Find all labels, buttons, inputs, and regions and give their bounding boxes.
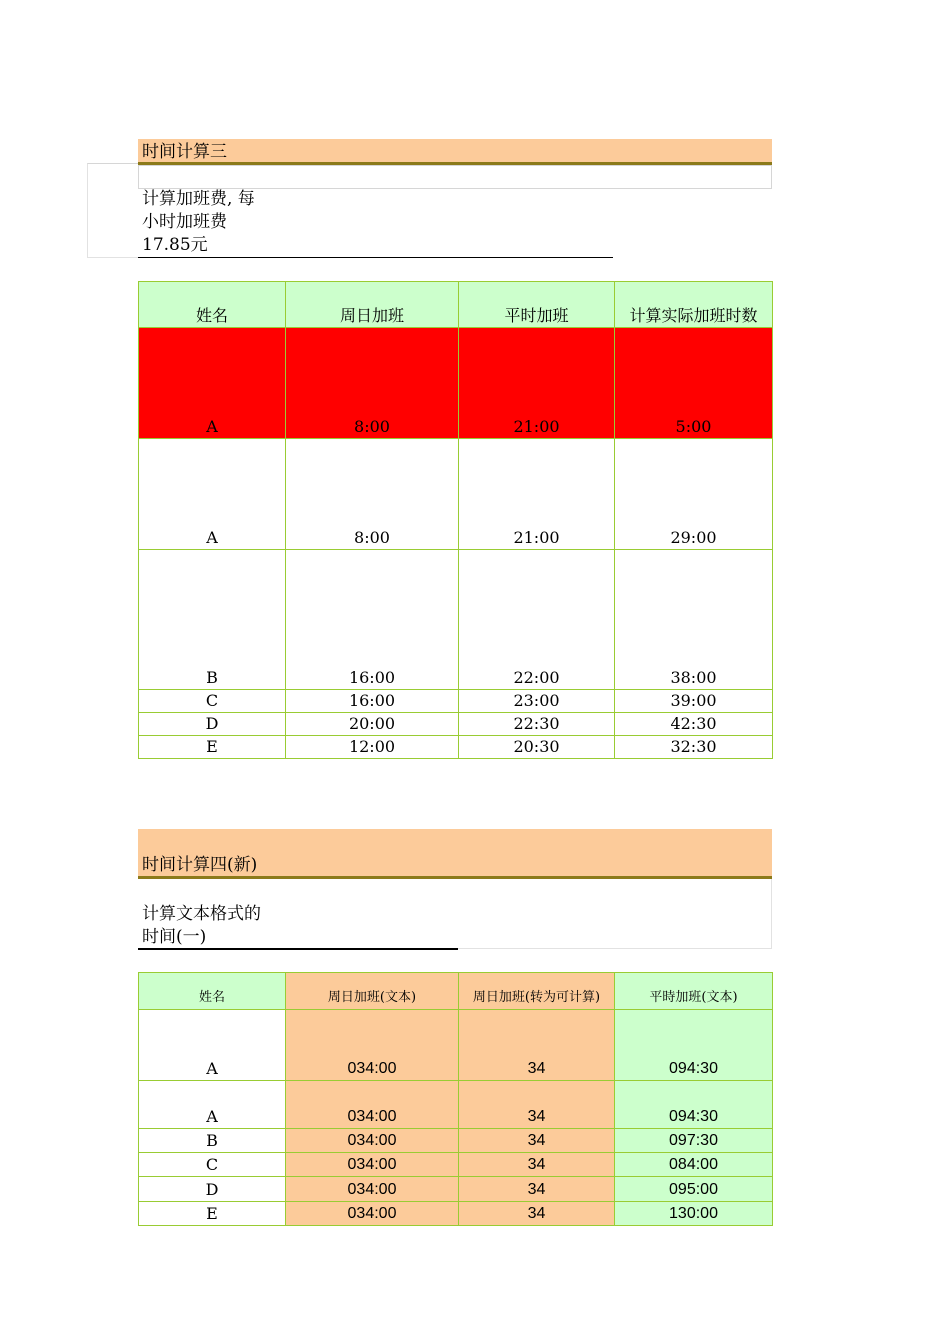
- cell-sunday-ot-calc: 34: [459, 1153, 615, 1177]
- section4-title-bar: [138, 829, 772, 876]
- section3-left-bracket: [87, 163, 138, 258]
- table-row: [139, 1202, 773, 1226]
- cell-actual-ot: 38:00: [615, 550, 773, 690]
- table-row: [139, 713, 773, 736]
- table-row: [139, 736, 773, 759]
- header-sunday-ot: 周日加班: [286, 282, 459, 328]
- section4-title: 时间计算四(新): [142, 855, 258, 875]
- table-row: [139, 690, 773, 713]
- cell-actual-ot: 5:00: [615, 328, 773, 439]
- cell-weekday-ot: 22:00: [459, 550, 615, 690]
- cell-name: A: [139, 1010, 286, 1081]
- header-actual-ot-hours: 计算实际加班时数: [615, 282, 773, 328]
- cell-sunday-ot-calc: 34: [459, 1202, 615, 1226]
- cell-sunday-ot-text: 034:00: [286, 1153, 459, 1177]
- table-row: [139, 439, 773, 550]
- cell-weekday-ot-text: 084:00: [615, 1153, 773, 1177]
- table-row: [139, 1153, 773, 1177]
- cell-sunday-ot-text: 034:00: [286, 1177, 459, 1202]
- cell-name: E: [139, 1202, 286, 1226]
- cell-sunday-ot-calc: 34: [459, 1081, 615, 1129]
- cell-sunday-ot-text: 034:00: [286, 1081, 459, 1129]
- cell-name: A: [139, 328, 286, 439]
- cell-name: A: [139, 439, 286, 550]
- cell-name: B: [139, 1129, 286, 1153]
- header-weekday-ot-text: 平時加班(文本): [615, 973, 773, 1010]
- cell-sunday-ot-calc: 34: [459, 1010, 615, 1081]
- cell-sunday-ot: 16:00: [286, 690, 459, 713]
- section3-header-row: [139, 282, 773, 328]
- cell-weekday-ot: 23:00: [459, 690, 615, 713]
- header-sunday-ot-text: 周日加班(文本): [286, 973, 459, 1010]
- cell-name: D: [139, 713, 286, 736]
- cell-sunday-ot-text: 034:00: [286, 1010, 459, 1081]
- cell-sunday-ot: 20:00: [286, 713, 459, 736]
- cell-sunday-ot: 12:00: [286, 736, 459, 759]
- table-row: [139, 1081, 773, 1129]
- cell-sunday-ot: 16:00: [286, 550, 459, 690]
- cell-weekday-ot-text: 097:30: [615, 1129, 773, 1153]
- section3-title: 时间计算三: [142, 142, 227, 162]
- section3-spacer-row: [138, 165, 772, 189]
- cell-name: A: [139, 1081, 286, 1129]
- cell-sunday-ot-text: 034:00: [286, 1202, 459, 1226]
- cell-weekday-ot-text: 095:00: [615, 1177, 773, 1202]
- section4-header-row: [139, 973, 773, 1010]
- cell-name: E: [139, 736, 286, 759]
- section3-table: [138, 281, 773, 759]
- cell-sunday-ot-text: 034:00: [286, 1129, 459, 1153]
- cell-weekday-ot: 21:00: [459, 328, 615, 439]
- cell-actual-ot: 29:00: [615, 439, 773, 550]
- header-sunday-ot-calc: 周日加班(转为可计算): [459, 973, 615, 1010]
- cell-sunday-ot-calc: 34: [459, 1177, 615, 1202]
- cell-sunday-ot: 8:00: [286, 439, 459, 550]
- table-row: [139, 550, 773, 690]
- header-weekday-ot: 平时加班: [459, 282, 615, 328]
- section4-table: [138, 972, 773, 1226]
- cell-actual-ot: 32:30: [615, 736, 773, 759]
- cell-name: C: [139, 1153, 286, 1177]
- cell-weekday-ot-text: 094:30: [615, 1081, 773, 1129]
- cell-name: B: [139, 550, 286, 690]
- table-row: [139, 1010, 773, 1081]
- cell-weekday-ot-text: 094:30: [615, 1010, 773, 1081]
- cell-actual-ot: 39:00: [615, 690, 773, 713]
- cell-weekday-ot: 22:30: [459, 713, 615, 736]
- section3-note-underline: [138, 257, 613, 258]
- section4-note-underline: [138, 948, 458, 950]
- cell-weekday-ot: 20:30: [459, 736, 615, 759]
- table-row: [139, 1177, 773, 1202]
- cell-sunday-ot-calc: 34: [459, 1129, 615, 1153]
- cell-name: C: [139, 690, 286, 713]
- cell-actual-ot: 42:30: [615, 713, 773, 736]
- section3-note: 计算加班费, 每 小时加班费 17.85元: [142, 189, 255, 255]
- cell-weekday-ot: 21:00: [459, 439, 615, 550]
- cell-sunday-ot: 8:00: [286, 328, 459, 439]
- cell-weekday-ot-text: 130:00: [615, 1202, 773, 1226]
- section4-note: 计算文本格式的 时间(一): [142, 904, 261, 947]
- header-name: 姓名: [139, 282, 286, 328]
- section3-title-bar: [138, 139, 772, 162]
- cell-name: D: [139, 1177, 286, 1202]
- header-name: 姓名: [139, 973, 286, 1010]
- table-row: [139, 1129, 773, 1153]
- table-row: [139, 328, 773, 439]
